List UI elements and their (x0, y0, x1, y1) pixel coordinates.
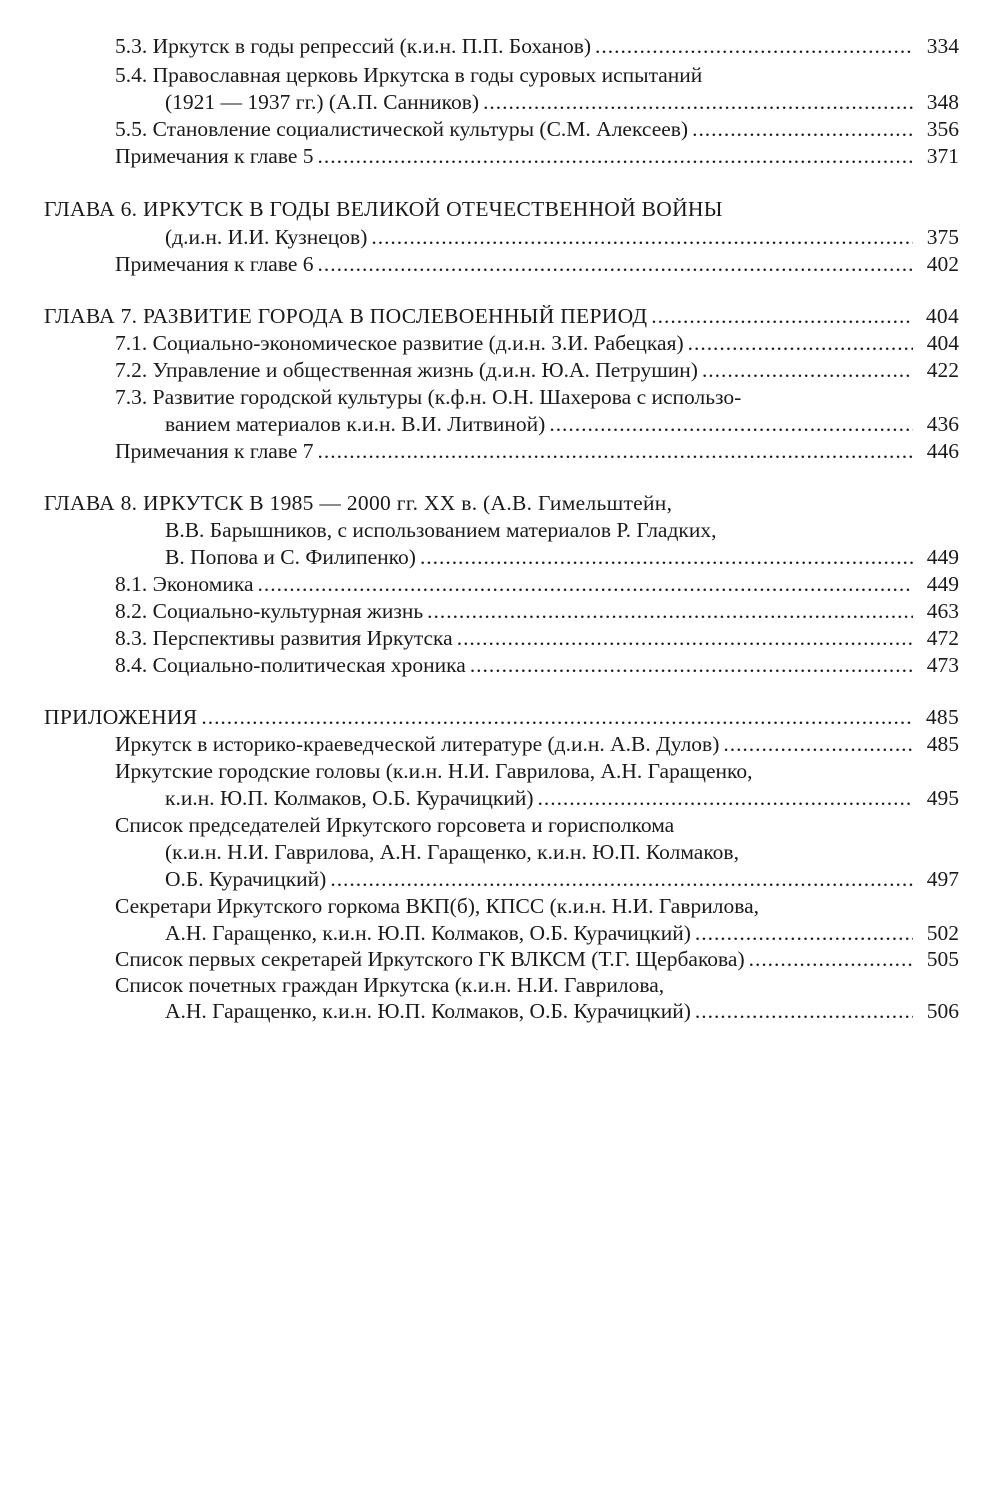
toc-entry-page: 506 (926, 999, 959, 1023)
toc-entry-title: А.Н. Гаращенко, к.и.н. Ю.П. Колмаков, О.Б. Курачицкий) (165, 921, 691, 945)
toc-entry-title: ванием материалов к.и.н. В.И. Литвиной) (165, 412, 546, 436)
dot-leader (549, 411, 913, 437)
toc-entry-title: Примечания к главе 6 (115, 252, 314, 276)
toc-entry-title: В. Попова и С. Филипенко) (165, 545, 416, 569)
toc-entry-title: (1921 — 1937 гг.) (А.П. Санников) (165, 90, 480, 114)
toc-entry-page: 402 (926, 252, 959, 276)
dot-leader (427, 598, 913, 624)
toc-entry (115, 143, 959, 169)
toc-chapter (44, 704, 959, 730)
toc-entry (115, 731, 959, 757)
toc-entry-title: Список почетных граждан Иркутска (к.и.н. Н.И. Гаврилова, (115, 973, 665, 997)
toc-entry (115, 62, 959, 88)
toc-entry-page: 449 (926, 572, 959, 596)
toc-entry (165, 998, 959, 1024)
toc-entry-title: Список первых секретарей Иркутского ГК ВЛКСМ (Т.Г. Щербакова) (115, 947, 745, 971)
dot-leader (371, 224, 913, 250)
dot-leader (538, 785, 913, 811)
toc-entry-page: 505 (926, 947, 959, 971)
toc-chapter-title: ГЛАВА 8. ИРКУТСК В 1985 — 2000 гг. XX в. (А.В. Гимельштейн, (44, 491, 673, 515)
toc-entry (165, 224, 959, 250)
toc-entry (115, 330, 959, 356)
dot-leader (595, 33, 913, 59)
toc-entry (115, 357, 959, 383)
dot-leader (723, 731, 913, 757)
toc-entry-page: 404 (926, 331, 959, 355)
toc-entry-page: 436 (926, 412, 959, 436)
toc-entry-title: Примечания к главе 5 (115, 144, 314, 168)
toc-entry (115, 116, 959, 142)
dot-leader (201, 704, 913, 730)
toc-entry-title: 7.1. Социально-экономическое развитие (д.и.н. З.И. Рабецкая) (115, 331, 684, 355)
toc-entry-title: 5.5. Становление социалистической культуры (С.М. Алексеев) (115, 117, 689, 141)
toc-entry-page: 497 (926, 867, 959, 891)
toc-entry-title: В.В. Барышников, с использованием материалов Р. Гладких, (165, 518, 717, 542)
toc-entry (165, 544, 959, 570)
toc-entry-title: 5.3. Иркутск в годы репрессий (к.и.н. П.П. Боханов) (115, 34, 592, 58)
toc-entry-title: Секретари Иркутского горкома ВКП(б), КПСС (к.и.н. Н.И. Гаврилова, (115, 894, 759, 918)
toc-entry-page: 472 (926, 626, 959, 650)
dot-leader (420, 544, 913, 570)
toc-entry-page: 348 (926, 90, 959, 114)
toc-entry-page: 463 (926, 599, 959, 623)
toc-entry-page: 473 (926, 653, 959, 677)
dot-leader (688, 330, 913, 356)
dot-leader (702, 357, 913, 383)
toc-entry-page: 502 (926, 921, 959, 945)
toc-entry-title: 8.3. Перспективы развития Иркутска (115, 626, 453, 650)
toc-entry-title: 5.4. Православная церковь Иркутска в годы суровых испытаний (115, 63, 703, 87)
dot-leader (258, 571, 913, 597)
dot-leader (749, 946, 913, 972)
toc-entry (115, 758, 959, 784)
dot-leader (651, 303, 913, 329)
toc-entry (115, 652, 959, 678)
toc-entry-title: А.Н. Гаращенко, к.и.н. Ю.П. Колмаков, О.Б. Курачицкий) (165, 999, 691, 1023)
toc-entry (115, 893, 959, 919)
toc-entry-page: 495 (926, 786, 959, 810)
toc-entry (115, 438, 959, 464)
toc-entry (115, 625, 959, 651)
toc-entry-title: 7.2. Управление и общественная жизнь (д.и.н. Ю.А. Петрушин) (115, 358, 698, 382)
toc-entry (115, 384, 959, 410)
dot-leader (692, 116, 913, 142)
toc-entry-page: 371 (926, 144, 959, 168)
toc-entry-title: (к.и.н. Н.И. Гаврилова, А.Н. Гаращенко, к.и.н. Ю.П. Колмаков, (165, 840, 739, 864)
toc-entry-title: 8.4. Социально-политическая хроника (115, 653, 466, 677)
toc-entry-page: 446 (926, 439, 959, 463)
toc-entry-title: Список председателей Иркутского горсовета и горисполкома (115, 813, 675, 837)
toc-chapter (44, 490, 959, 516)
toc-entry-title: Примечания к главе 7 (115, 439, 314, 463)
toc-entry-page: 485 (926, 732, 959, 756)
dot-leader (330, 866, 913, 892)
toc-entry-title: Иркутск в историко-краеведческой литературе (д.и.н. А.В. Дулов) (115, 732, 720, 756)
toc-entry (165, 517, 959, 543)
toc-entry-page: 334 (926, 34, 959, 58)
toc-entry-title: 8.1. Экономика (115, 572, 254, 596)
dot-leader (318, 438, 913, 464)
toc-chapter-title: ГЛАВА 6. ИРКУТСК В ГОДЫ ВЕЛИКОЙ ОТЕЧЕСТВЕННОЙ ВОЙНЫ (44, 197, 723, 221)
toc-entry (165, 839, 959, 865)
dot-leader (470, 652, 913, 678)
dot-leader (457, 625, 913, 651)
toc-entry (115, 946, 959, 972)
toc-chapter-title: ГЛАВА 7. РАЗВИТИЕ ГОРОДА В ПОСЛЕВОЕННЫЙ ПЕРИОД (44, 304, 648, 328)
toc-entry (115, 33, 959, 59)
dot-leader (695, 920, 913, 946)
dot-leader (483, 89, 913, 115)
toc-entry-page: 485 (925, 705, 959, 729)
toc-chapter (44, 303, 959, 329)
toc-entry-page: 449 (926, 545, 959, 569)
toc-entry (165, 785, 959, 811)
toc-entry (115, 598, 959, 624)
toc-entry (115, 251, 959, 277)
toc-entry-title: к.и.н. Ю.П. Колмаков, О.Б. Курачицкий) (165, 786, 534, 810)
toc-entry (165, 89, 959, 115)
toc-entry (165, 411, 959, 437)
toc-entry (115, 812, 959, 838)
dot-leader (318, 251, 913, 277)
toc-entry-page: 404 (925, 304, 959, 328)
toc-entry-title: 7.3. Развитие городской культуры (к.ф.н. О.Н. Шахерова с использо- (115, 385, 742, 409)
toc-entry-page: 356 (926, 117, 959, 141)
toc-entry (165, 866, 959, 892)
toc-entry-title: (д.и.н. И.И. Кузнецов) (165, 225, 368, 249)
toc-entry-page: 422 (926, 358, 959, 382)
toc-entry (115, 571, 959, 597)
toc-entry-title: О.Б. Курачицкий) (165, 867, 327, 891)
toc-chapter-title: ПРИЛОЖЕНИЯ (44, 705, 198, 729)
dot-leader (318, 143, 913, 169)
toc-entry-title: Иркутские городские головы (к.и.н. Н.И. Гаврилова, А.Н. Гаращенко, (115, 759, 753, 783)
toc-entry (115, 972, 959, 998)
toc-entry-page: 375 (926, 225, 959, 249)
toc-entry-title: 8.2. Социально-культурная жизнь (115, 599, 424, 623)
toc-chapter (44, 196, 959, 222)
dot-leader (695, 998, 913, 1024)
toc-entry (165, 920, 959, 946)
